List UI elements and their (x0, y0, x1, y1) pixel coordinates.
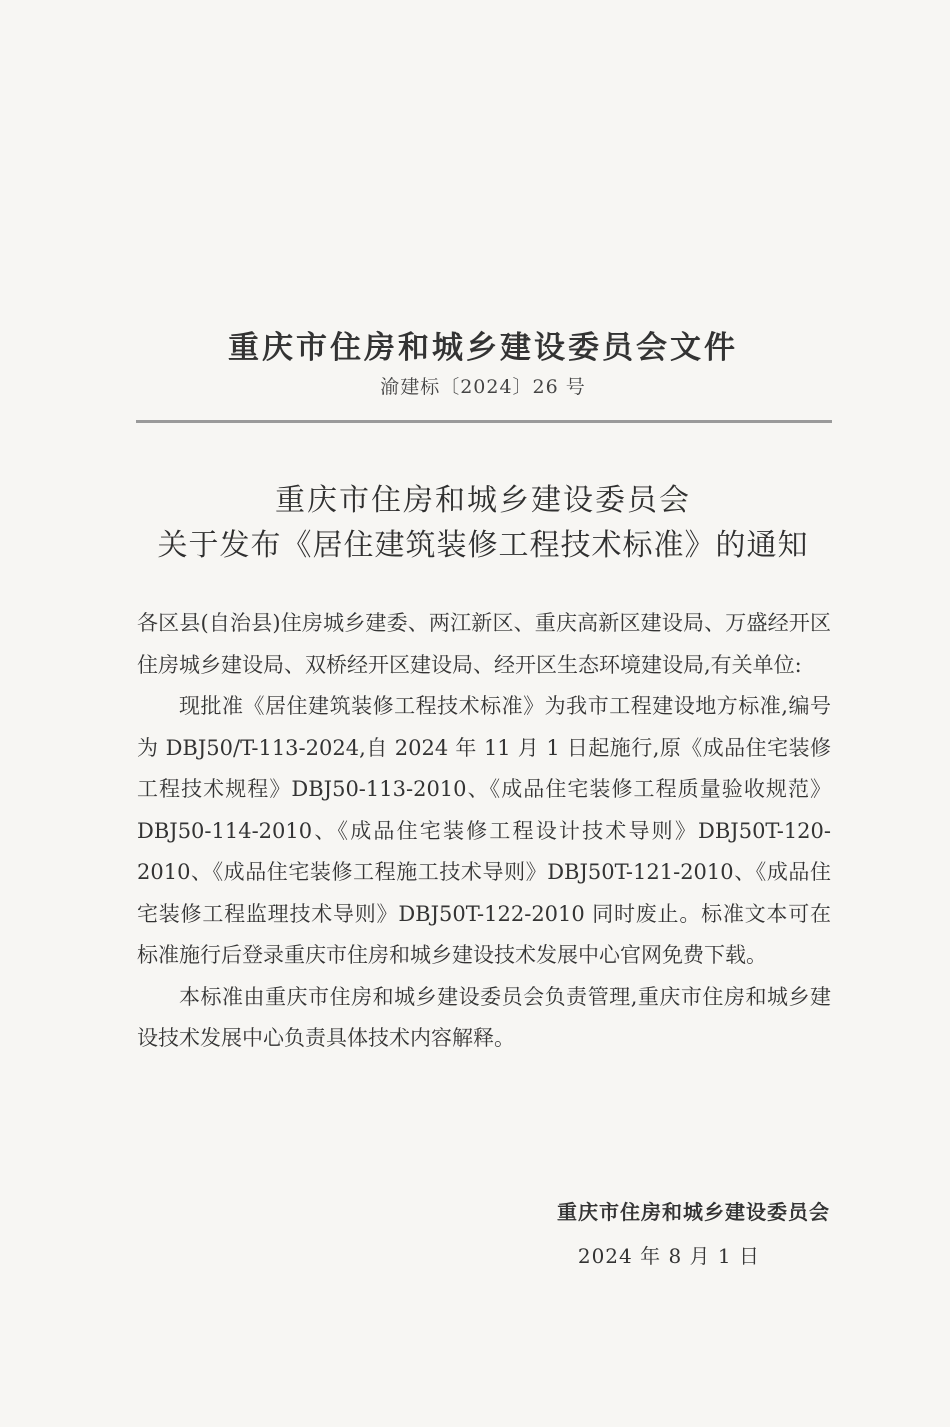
notice-body (137, 603, 831, 1060)
document-header-title: 重庆市住房和城乡建设委员会文件 (228, 330, 738, 366)
body-paragraph-2: 本标准由重庆市住房和城乡建设委员会负责管理,重庆市住房和城乡建设技术发展中心负责具体技术内容解释。 (137, 984, 831, 1050)
issue-date: 2024 年 8 月 1 日 (577, 1244, 760, 1268)
notice-title-line1: 重庆市住房和城乡建设委员会 (275, 483, 691, 518)
body-paragraph-1: 现批准《居住建筑装修工程技术标准》为我市工程建设地方标准,编号为 DBJ50/T-113-2024,自 2024 年 11 月 1 日起施行,原《成品住宅装修工程技术规程》DBJ50-113-2010、《成品住宅装修工程质量验收规范》DBJ50-114-2010、《成品住宅装修工程设计技术导则》DBJ50T-120-2010、《成品住宅装修工程施工技术导则》DBJ50T-121-2010、《成品住宅装修工程监理技术导则》DBJ50T-122-2010 同时废止。标准文本可在标准施行后登录重庆市住房和城乡建设技术发展中心官网免费下载。 (137, 694, 831, 967)
addressee: 各区县(自治县)住房城乡建委、两江新区、重庆高新区建设局、万盛经开区住房城乡建设局、双桥经开区建设局、经开区生态环境建设局,有关单位: (137, 611, 831, 677)
document-number: 渝建标〔2024〕26 号 (380, 376, 586, 398)
issuing-authority: 重庆市住房和城乡建设委员会 (557, 1200, 830, 1224)
notice-title-line2: 关于发布《居住建筑装修工程技术标准》的通知 (157, 528, 809, 563)
header-divider (136, 420, 832, 423)
